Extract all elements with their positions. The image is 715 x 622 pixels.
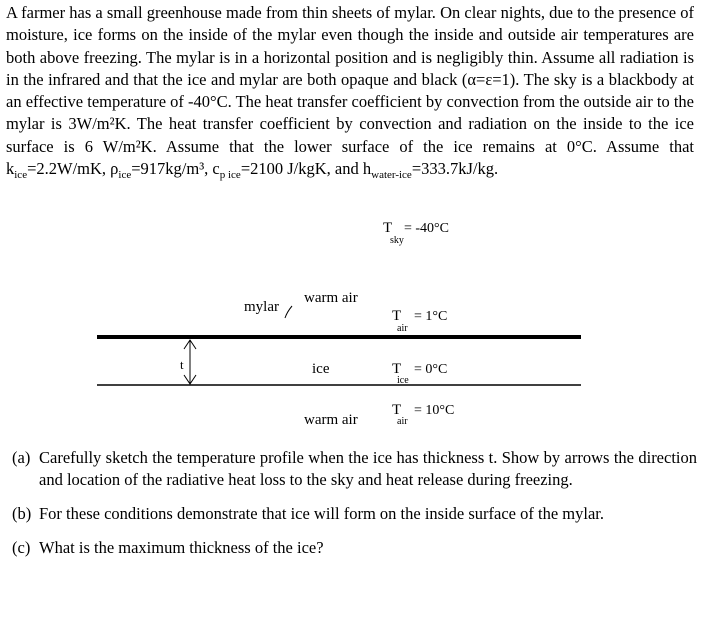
warm-air-top-label: warm air bbox=[304, 290, 358, 306]
problem-statement bbox=[6, 2, 694, 182]
question-b-label: (b) bbox=[12, 504, 32, 523]
question-c bbox=[12, 537, 697, 559]
t-ice-subscript: ice bbox=[397, 375, 409, 386]
rho-value: =917kg/m³, c bbox=[131, 159, 220, 179]
t-air-bottom-subscript: air bbox=[397, 416, 408, 427]
rho-symbol: ρ bbox=[110, 159, 119, 179]
question-c-label: (c) bbox=[12, 538, 31, 557]
questions-list bbox=[12, 447, 697, 571]
t-ice-label: T bbox=[392, 361, 402, 377]
mylar-pointer bbox=[285, 306, 292, 318]
t-ice-value: = 0°C bbox=[414, 362, 448, 377]
t-air-bottom-label: T bbox=[392, 402, 402, 418]
h-subscript: water-ice bbox=[371, 169, 412, 182]
t-air-top-subscript: air bbox=[397, 323, 408, 334]
t-sky-subscript: sky bbox=[390, 235, 404, 246]
question-a bbox=[12, 447, 697, 491]
thickness-label: t bbox=[180, 357, 184, 372]
t-sky-label: T bbox=[383, 220, 393, 236]
t-air-bottom-value: = 10°C bbox=[414, 403, 455, 418]
k-value: =2.2W/mK, bbox=[27, 159, 107, 179]
problem-paragraph bbox=[6, 2, 694, 182]
mylar-label: mylar bbox=[244, 299, 279, 315]
thickness-arrow-top-head bbox=[184, 340, 196, 349]
ice-label: ice bbox=[312, 361, 330, 377]
question-c-text: What is the maximum thickness of the ice? bbox=[39, 538, 324, 557]
h-value: =333.7kJ/kg. bbox=[411, 159, 499, 179]
rho-subscript: ice bbox=[118, 169, 132, 182]
t-air-top-label: T bbox=[392, 308, 402, 324]
question-b bbox=[12, 503, 697, 525]
problem-text: A farmer has a small greenhouse made from thin sheets of mylar. On clear nights, due to the presence of moisture, ice forms on the inside of the mylar even though the inside and outside air temperatures are both above freezing. The mylar is in a horizontal position and is negligibly thin. Assume all radiation is in the infrared and that the ice and mylar are both opaque and black (α=ε=1). The sky is a blackbody at an effective temperature of -40°C. The heat transfer coefficient by convection from the outside air to the mylar is 3W/m²K. The heat transfer coefficient by convection and radiation on the inside to the ice surface is 6 W/m²K. Assume that the lower surface of the ice remains at 0°C. Assume that k bbox=[6, 3, 694, 179]
k-subscript: ice bbox=[14, 169, 28, 182]
question-b-text: For these conditions demonstrate that ice will form on the inside surface of the mylar. bbox=[39, 504, 604, 523]
question-a-label: (a) bbox=[12, 448, 31, 467]
cp-value: =2100 J/kgK, and h bbox=[240, 159, 372, 179]
t-sky-value: = -40°C bbox=[404, 221, 449, 236]
warm-air-bottom-label: warm air bbox=[304, 412, 358, 428]
t-air-top-value: = 1°C bbox=[414, 309, 448, 324]
question-a-text: Carefully sketch the temperature profile when the ice has thickness t. Show by arrows the direction and location of the radiative heat loss to the sky and heat release during freezing. bbox=[39, 448, 697, 489]
thickness-arrow-bottom-head bbox=[184, 375, 196, 384]
cp-subscript: p ice bbox=[219, 169, 241, 182]
